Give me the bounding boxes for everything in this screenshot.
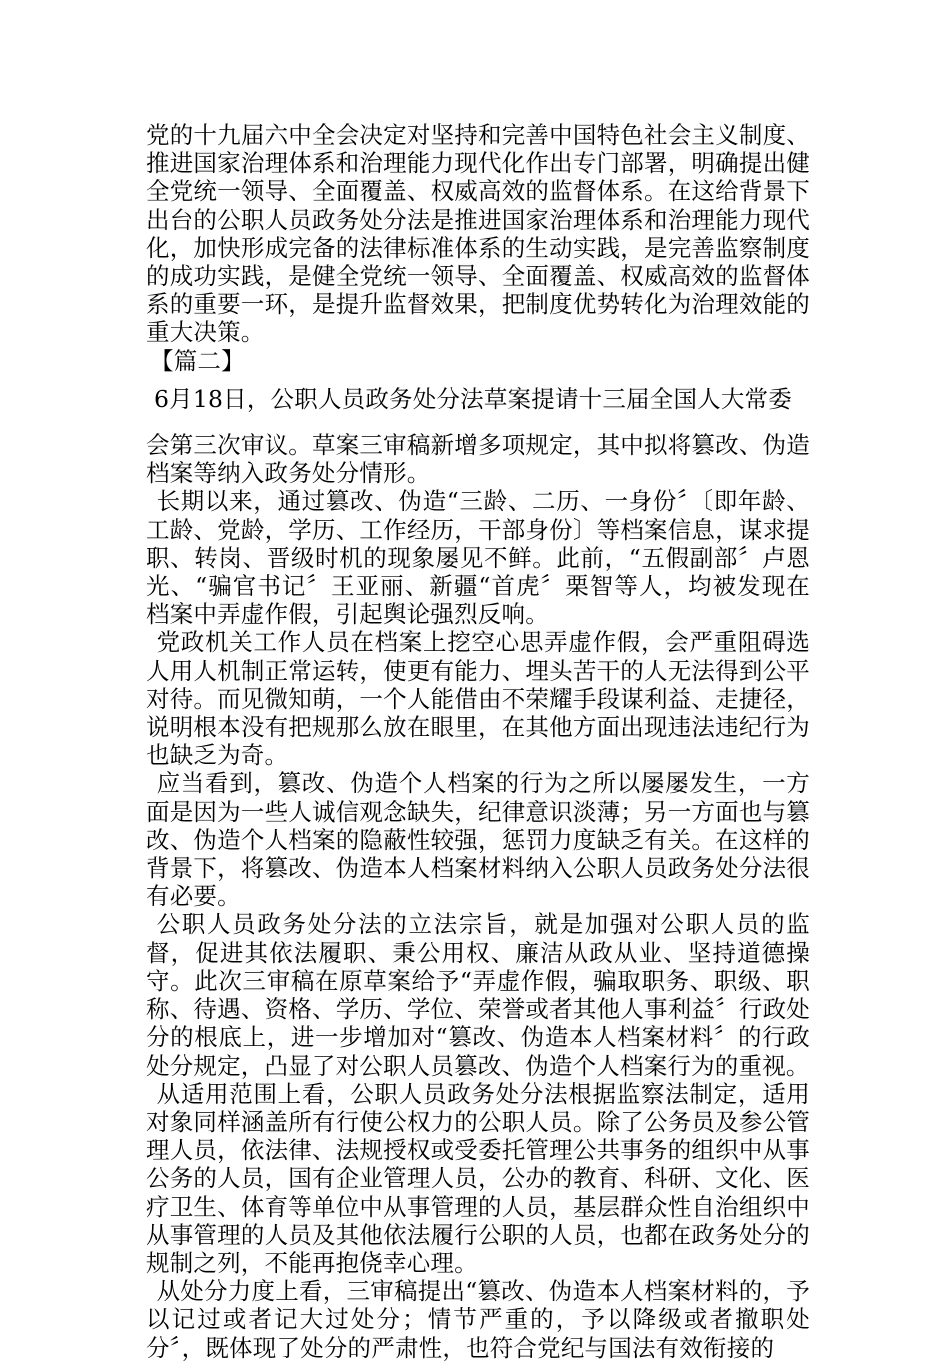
paragraph-scope: 从适用范围上看，公职人员政务处分法根据监察法制定，适用对象同样涵盖所有行使公权力的公职人员。除了公务员及参公管理人员，依法律、法规授权或受委托管理公共事务的组织中从事公务的人员，国有企业管理人员，公办的教育、科研、文化、医疗卫生、体育等单位中从事管理的人员，基层群众性自治组织中从事管理的人员及其他依法履行公职的人员，也都在政务处分的规制之列，不能再抱侥幸心理。 [146,1079,810,1277]
document-body [146,121,810,1362]
paragraph-continuation: 会第三次审议。草案三审稿新增多项规定，其中拟将篡改、伪造档案等纳入政务处分情形。 [146,431,810,488]
section-heading: 【篇二】 [150,346,245,375]
paragraph-intro: 党的十九届六中全会决定对坚持和完善中国特色社会主义制度、推进国家治理体系和治理能力现代化作出专门部署，明确提出健全党统一领导、全面覆盖、权威高效的监督体系。在这给背景下出台的公职人员政务处分法是推进国家治理体系和治理能力现代化，加快形成完备的法律标准体系的生动实践，是完善监察制度的成功实践，是健全党统一领导、全面覆盖、权威高效的监督体系的重要一环，是提升监督效果，把制度优势转化为治理效能的重大决策。 [146,121,810,347]
paragraph-harm: 党政机关工作人员在档案上挖空心思弄虚作假，会严重阻碍选人用人机制正常运转，使更有能力、埋头苦干的人无法得到公平对待。而见微知萌，一个人能借由不荣耀手段谋利益、走捷径，说明根本没有把规那么放在眼里，在其他方面出现违法违纪行为也缺乏为奇。 [146,628,810,770]
paragraph-lead: 6月18日，公职人员政务处分法草案提请十三届全国人大常委 [154,384,792,413]
paragraph-penalty: 从处分力度上看，三审稿提出“篡改、伪造本人档案材料的，予以记过或者记大过处分；情节严重的，予以降级或者撤职处分〞，既体现了处分的严肃性，也符合党纪与国法有效衔接的 [146,1277,810,1362]
paragraph-purpose: 公职人员政务处分法的立法宗旨，就是加强对公职人员的监督，促进其依法履职、秉公用权、廉洁从政从业、坚持道德操守。此次三审稿在原草案给予“弄虚作假，骗取职务、职级、职称、待遇、资格、学历、学位、荣誉或者其他人事利益〞行政处分的根底上，进一步增加对“篡改、伪造本人档案材料〞的行政处分规定，凸显了对公职人员篡改、伪造个人档案行为的重视。 [146,910,810,1080]
paragraph-causes: 应当看到，篡改、伪造个人档案的行为之所以屡屡发生，一方面是因为一些人诚信观念缺失，纪律意识淡薄；另一方面也与篡改、伪造个人档案的隐蔽性较强，惩罚力度缺乏有关。在这样的背景下，将篡改、伪造本人档案材料纳入公职人员政务处分法很有必要。 [146,769,810,911]
paragraph-archive-fraud: 长期以来，通过篡改、伪造“三龄、二历、一身份〞〔即年龄、工龄、党龄，学历、工作经历，干部身份〕等档案信息，谋求提职、转岗、晋级时机的现象屡见不鲜。此前，“五假副部〞卢恩光、“骗官书记〞王亚丽、新疆“首虎〞栗智等人，均被发现在档案中弄虚作假，引起舆论强烈反响。 [146,487,810,629]
